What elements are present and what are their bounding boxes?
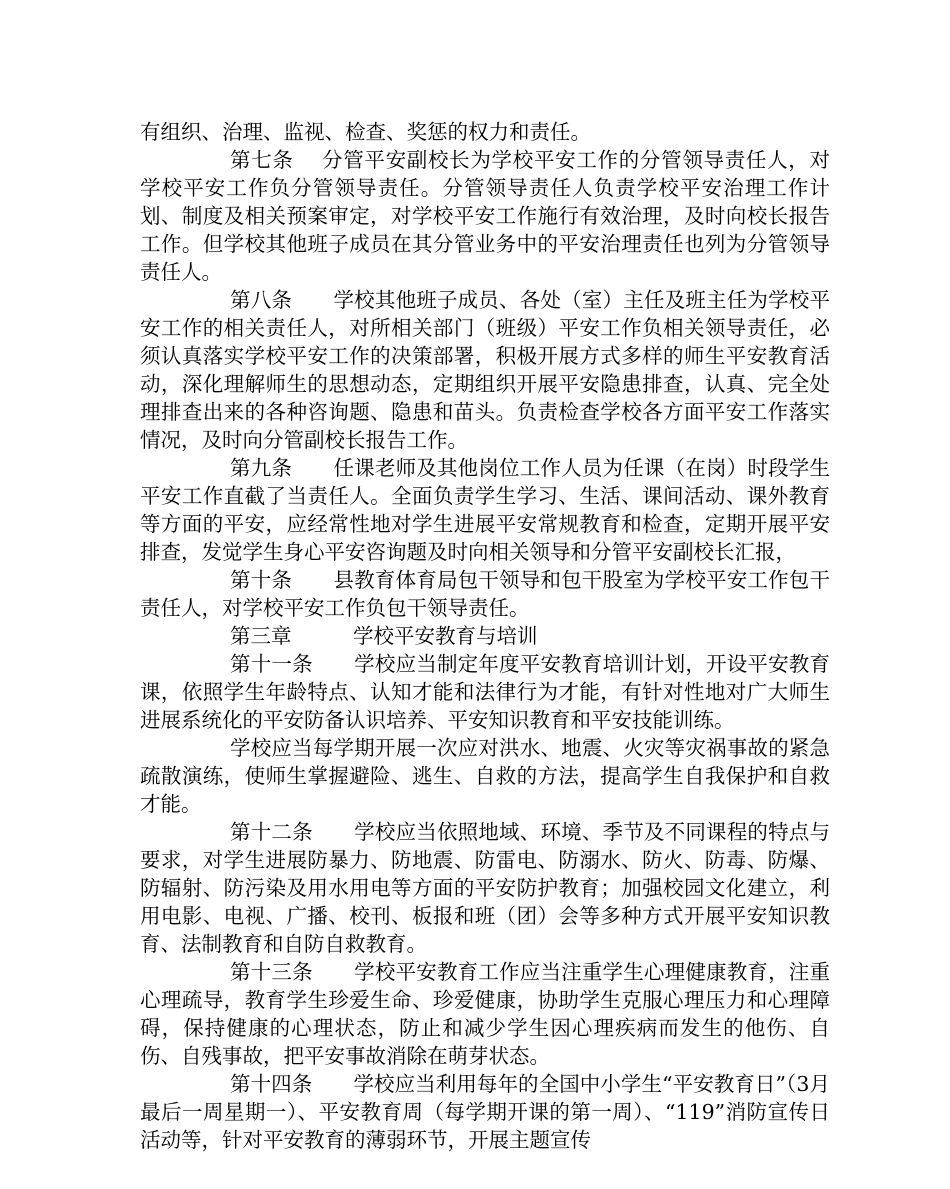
paragraph-article-6-continued: 有组织、治理、监视、检查、奖惩的权力和责任。	[140, 120, 591, 144]
chapter-3-heading: 第三章 学校平安教育与培训	[230, 624, 538, 648]
paragraph-article-12: 第十二条 学校应当依照地域、环境、季节及不同课程的特点与要求，对学生进展防暴力、防地震、防雷电、防溺水、防火、防毒、防爆、防辐射、防污染及用水用电等方面的平安防护教育；加强校园文化建立，利用电影、电视、广播、校刊、板报和班（团）会等多种方式开展平安知识教育、法制教育和自防自救教育。	[140, 820, 830, 956]
document-body	[140, 118, 830, 1154]
paragraph-article-11-drill: 学校应当每学期开展一次应对洪水、地震、火灾等灾祸事故的紧急疏散演练，使师生掌握避险、逃生、自救的方法，提高学生自我保护和自救才能。	[140, 736, 830, 816]
paragraph-article-14: 第十四条 学校应当利用每年的全国中小学生“平安教育日”（3月最后一周星期一）、平安教育周（每学期开课的第一周）、“119”消防宣传日活动等，针对平安教育的薄弱环节，开展主题宣传	[140, 1072, 830, 1152]
paragraph-article-11: 第十一条 学校应当制定年度平安教育培训计划，开设平安教育课，依照学生年龄特点、认知才能和法律行为才能，有针对性地对广大师生进展系统化的平安防备认识培养、平安知识教育和平安技能训练。	[140, 652, 830, 732]
paragraph-article-8: 第八条 学校其他班子成员、各处（室）主任及班主任为学校平安工作的相关责任人，对所相关部门（班级）平安工作负相关领导责任，必须认真落实学校平安工作的决策部署，积极开展方式多样的师生平安教育活动，深化理解师生的思想动态，定期组织开展平安隐患排查，认真、完全处理排查出来的各种咨询题、隐患和苗头。负责检查学校各方面平安工作落实情况，及时向分管副校长报告工作。	[140, 288, 830, 452]
paragraph-article-9: 第九条 任课老师及其他岗位工作人员为任课（在岗）时段学生平安工作直截了当责任人。全面负责学生学习、生活、课间活动、课外教育等方面的平安，应经常性地对学生进展平安常规教育和检查，定期开展平安排查，发觉学生身心平安咨询题及时向相关领导和分管平安副校长汇报，	[140, 456, 830, 564]
paragraph-article-13: 第十三条 学校平安教育工作应当注重学生心理健康教育，注重心理疏导，教育学生珍爱生命、珍爱健康，协助学生克服心理压力和心理障碍，保持健康的心理状态，防止和减少学生因心理疾病而发生的他伤、自伤、自残事故，把平安事故消除在萌芽状态。	[140, 960, 830, 1068]
paragraph-article-10: 第十条 县教育体育局包干领导和包干股室为学校平安工作包干责任人，对学校平安工作负包干领导责任。	[140, 568, 830, 620]
paragraph-article-7: 第七条 分管平安副校长为学校平安工作的分管领导责任人，对学校平安工作负分管领导责任。分管领导责任人负责学校平安治理工作计划、制度及相关预案审定，对学校平安工作施行有效治理，及时向校长报告工作。但学校其他班子成员在其分管业务中的平安治理责任也列为分管领导责任人。	[140, 148, 830, 284]
